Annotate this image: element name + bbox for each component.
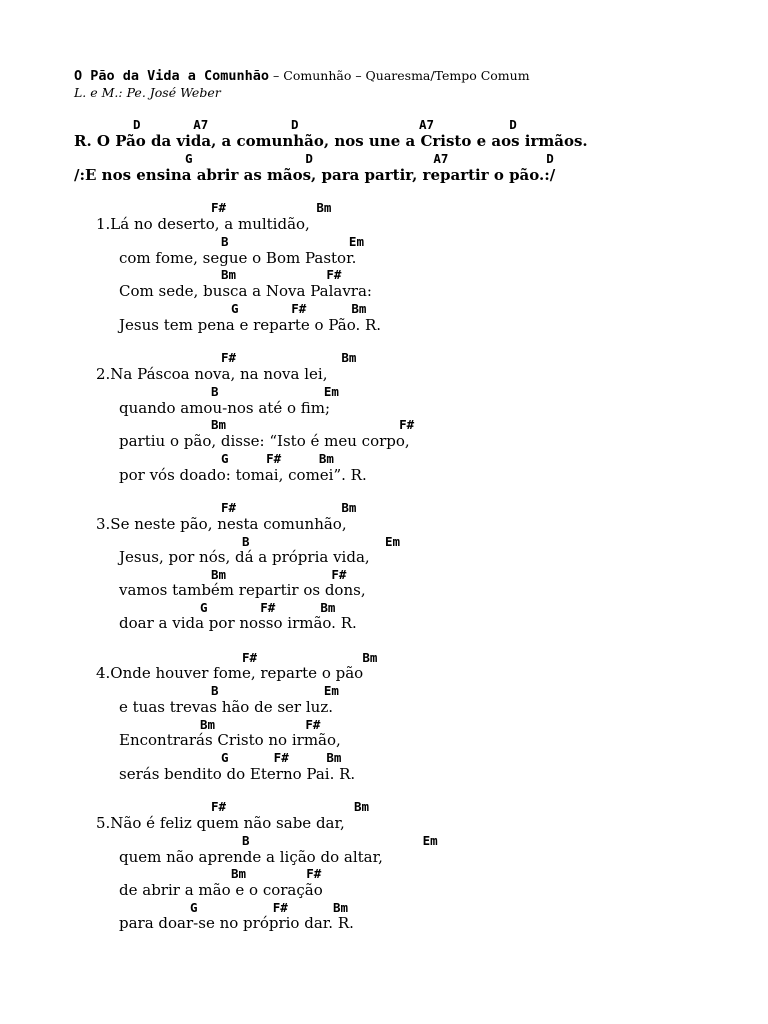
verse-chord-line: G F# Bm — [231, 301, 367, 316]
verse-chord-line: F# Bm — [242, 650, 378, 665]
verse-chord-line: B Em — [211, 384, 339, 399]
verse-chord-line: Bm F# — [200, 717, 321, 732]
verse-lyric-line: 1.Lá no deserto, a multidão, — [96, 215, 310, 233]
refrain-lyric-line: R. O Pão da vida, a comunhão, nos une a Cristo e aos irmãos. — [74, 132, 588, 150]
verse-lyric-line: com fome, segue o Bom Pastor. — [119, 249, 357, 267]
verse-lyric-line: 2.Na Páscoa nova, na nova lei, — [96, 365, 328, 383]
refrain-chord-line: G D A7 D — [185, 151, 554, 166]
verse-lyric-line: Com sede, busca a Nova Palavra: — [119, 282, 372, 300]
verse-chord-line: F# Bm — [221, 350, 357, 365]
refrain-chord-line: D A7 D A7 D — [133, 117, 517, 132]
verse-chord-line: Bm F# — [211, 417, 415, 432]
refrain-lyric-line: /:E nos ensina abrir as mãos, para partir, repartir o pão.:/ — [74, 166, 556, 184]
verse-lyric-line: Encontrarás Cristo no irmão, — [119, 731, 341, 749]
song-subtitle: – Comunhão – Quaresma/Tempo Comum — [269, 68, 530, 83]
verse-lyric-line: 3.Se neste pão, nesta comunhão, — [96, 515, 347, 533]
verse-lyric-line: e tuas trevas hão de ser luz. — [119, 698, 333, 716]
verse-lyric-line: vamos também repartir os dons, — [119, 581, 366, 599]
verse-lyric-line: doar a vida por nosso irmão. R. — [119, 614, 357, 632]
verse-chord-line: G F# Bm — [221, 750, 342, 765]
verse-lyric-line: quem não aprende a lição do altar, — [119, 848, 383, 866]
verse-lyric-line: 4.Onde houver fome, reparte o pão — [96, 664, 364, 682]
verse-lyric-line: quando amou-nos até o fim; — [119, 399, 331, 417]
verse-chord-line: B Em — [221, 234, 364, 249]
song-title: O Pão da Vida a Comunhão — [74, 68, 270, 84]
verse-chord-line: B Em — [242, 534, 401, 549]
verse-chord-line: F# Bm — [211, 799, 370, 814]
verse-lyric-line: Jesus, por nós, dá a própria vida, — [119, 548, 370, 566]
verse-chord-line: B Em — [242, 833, 438, 848]
verse-lyric-line: partiu o pão, disse: “Isto é meu corpo, — [119, 432, 410, 450]
verse-chord-line: G F# Bm — [221, 451, 334, 466]
verse-lyric-line: por vós doado: tomai, comei”. R. — [119, 466, 367, 484]
verse-chord-line: G F# Bm — [190, 900, 349, 915]
verse-chord-line: Bm F# — [231, 866, 322, 881]
verse-chord-line: B Em — [211, 683, 339, 698]
verse-chord-line: Bm F# — [211, 567, 347, 582]
song-authors: L. e M.: Pe. José Weber — [74, 85, 221, 100]
verse-lyric-line: Jesus tem pena e reparte o Pão. R. — [119, 316, 382, 334]
verse-chord-line: Bm F# — [221, 267, 342, 282]
verse-chord-line: G F# Bm — [200, 600, 336, 615]
verse-chord-line: F# Bm — [211, 200, 332, 215]
verse-lyric-line: serás bendito do Eterno Pai. R. — [119, 765, 356, 783]
song-title-line — [74, 68, 530, 84]
verse-lyric-line: 5.Não é feliz quem não sabe dar, — [96, 814, 345, 832]
verse-chord-line: F# Bm — [221, 500, 357, 515]
verse-lyric-line: de abrir a mão e o coração — [119, 881, 323, 899]
verse-lyric-line: para doar-se no próprio dar. R. — [119, 914, 354, 932]
